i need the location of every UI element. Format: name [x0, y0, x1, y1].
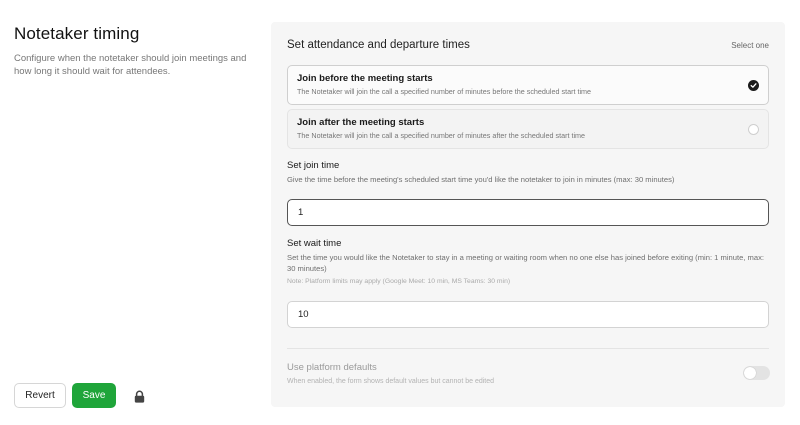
option-description: The Notetaker will join the call a specified number of minutes before the scheduled start time — [297, 87, 592, 96]
option-join-after[interactable] — [287, 109, 769, 149]
panel-title: Set attendance and departure times — [287, 39, 470, 51]
option-title: Join before the meeting starts — [297, 73, 433, 84]
option-join-before[interactable] — [287, 65, 769, 105]
action-bar — [14, 383, 145, 408]
platform-defaults-label: Use platform defaults — [287, 362, 377, 373]
platform-defaults-description: When enabled, the form shows default values but cannot be edited — [287, 378, 495, 385]
platform-defaults-toggle[interactable] — [743, 366, 770, 380]
option-title: Join after the meeting starts — [297, 117, 425, 128]
lock-icon — [133, 389, 145, 403]
join-time-input[interactable]: 1 — [287, 199, 769, 226]
select-hint: Select one — [731, 40, 769, 50]
join-time-label: Set join time — [287, 160, 340, 171]
wait-time-description: Set the time you would like the Notetaker to stay in a meeting or waiting room when no one else has joined before exiting (min: 1 minute, max: 30 minutes) — [287, 253, 764, 273]
wait-time-note: Note: Platform limits may apply (Google Meet: 10 min, MS Teams: 30 min) — [287, 278, 511, 285]
panel-header — [287, 39, 769, 51]
sidebar — [14, 24, 254, 78]
page-title: Notetaker timing — [14, 24, 140, 43]
divider — [287, 348, 769, 349]
page-description: Configure when the notetaker should join meetings and how long it should wait for attendees. — [14, 53, 247, 77]
wait-time-label: Set wait time — [287, 238, 342, 249]
wait-time-input[interactable]: 10 — [287, 301, 769, 328]
toggle-knob — [744, 367, 756, 379]
save-button[interactable]: Save — [72, 383, 116, 408]
check-circle-icon[interactable] — [748, 80, 759, 91]
radio-empty-icon[interactable] — [748, 124, 759, 135]
revert-button[interactable]: Revert — [14, 383, 66, 408]
join-time-description: Give the time before the meeting's scheduled start time you'd like the notetaker to join in minutes (max: 30 minutes) — [287, 175, 675, 184]
option-description: The Notetaker will join the call a specified number of minutes after the scheduled start time — [297, 131, 586, 140]
settings-panel — [271, 22, 785, 407]
